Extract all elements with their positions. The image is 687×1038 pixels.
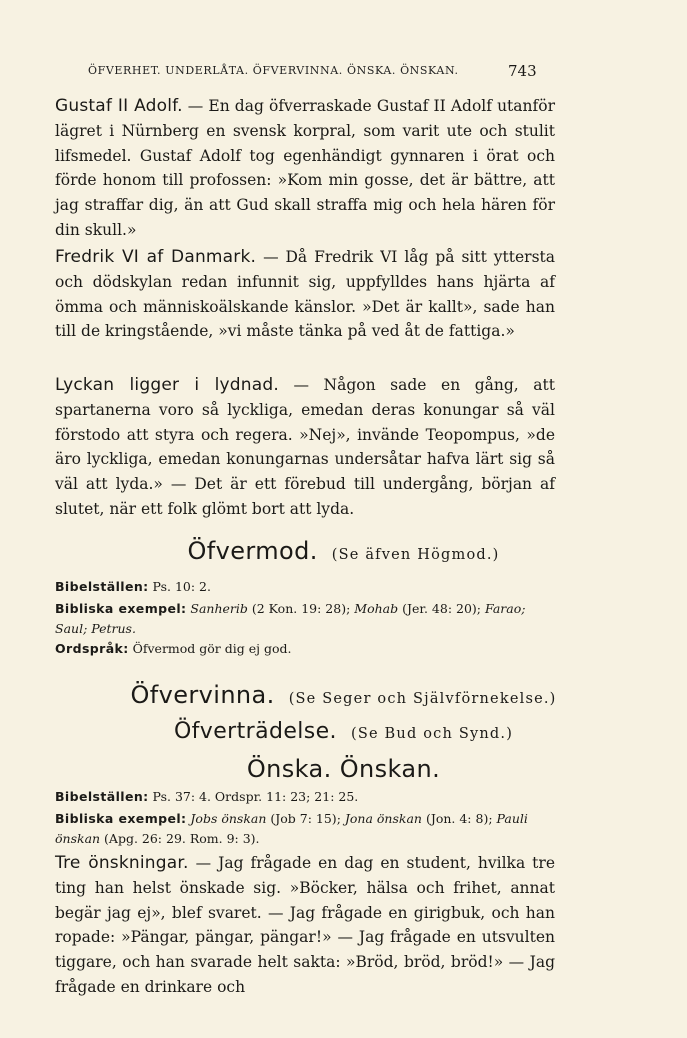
ref-text: Öfvermod gör dig ej god. [128,641,292,656]
section-title-onska [0,755,687,783]
ref-label: Ordspråk: [55,641,129,656]
section-heading: Öfvermod. [187,537,318,565]
entry-heading: Tre önskningar. [55,853,189,873]
entry-text: — Då Fredrik VI låg på sitt yttersta och dödskylan redan infunnit sig, uppfylldes hans hjärta af ömma och människoälskande känslor. »Det är kallt», sade han till de kringstående, »vi måste tänka på ved åt de fattiga.» [55,248,555,341]
ref-example: Pauli önskan [55,811,528,846]
entry-heading: Gustaf II Adolf. [55,96,183,116]
ref-example: Jona önskan [344,811,422,826]
section-title-ofvertradelse [0,719,687,744]
ref-label: Bibliska exempel: [55,601,187,616]
entry-gustaf [55,94,555,243]
ref-example: Mohab [354,601,399,616]
entry-tre-onskningar [55,851,555,1000]
entry-text: — En dag öfverraskade Gustaf II Adolf utanför lägret i Nürnberg en svensk korpral, som varit ute och stulit lifsmedel. Gustaf Adolf tog egenhändigt gynnaren i örat och förde honom till profossen: »Kom min gosse, det är bättre, att jag straffar dig, än att Gud skall straffa mig och hela hären för din skull.» [55,97,555,239]
entry-heading: Lyckan ligger i lydnad. [55,375,279,395]
ref-text: (Jer. 48: 20); [398,601,485,616]
ref-example: Jobs önskan [190,811,267,826]
ref-example: Sanherib [190,601,248,616]
ref-label: Bibelställen: [55,579,149,594]
ref-text: Ps. 10: 2. [148,579,211,594]
section-heading: Öfvervinna. [130,681,275,709]
ref-example: Farao; Saul; Petrus. [55,601,526,636]
ref-text: (Job 7: 15); [266,811,345,826]
section-title-ofvermod [0,537,687,565]
entry-fredrik [55,245,555,344]
section-heading: Önska. Önskan. [246,755,441,783]
entry-text: — Jag frågade en dag en student, hvilka tre ting han helst önskade sig. »Böcker, hälsa och frihet, annat begär jag ej», blef svaret. — Jag frågade en girigbuk, och han ropade: »Pängar, pängar, pängar!» — Jag frågade en utsvulten tiggare, och han svarade helt sakta: »Bröd, bröd, bröd!» — Jag frågade en drinkare och [55,854,555,996]
section-heading: Öfverträdelse. [173,719,337,744]
section-title-ofvervinna [0,681,687,709]
ordsprak-ofvermod [55,639,560,659]
see-also-note: (Se äfven Högmod.) [331,547,500,563]
ref-text: (Apg. 26: 29. Rom. 9: 3). [100,831,260,846]
ref-text: (Jon. 4: 8); [421,811,497,826]
see-also-note: (Se Seger och Självförnekelse.) [288,691,557,707]
bibliska-exempel-onska [55,809,560,849]
ref-label: Bibliska exempel: [55,811,187,826]
ref-label: Bibelställen: [55,789,149,804]
ref-text: Ps. 37: 4. Ordspr. 11: 23; 21: 25. [148,789,359,804]
page-number: 743 [508,62,537,80]
entry-lyckan [55,373,555,522]
see-also-note: (Se Bud och Synd.) [350,726,514,742]
ref-text: (2 Kon. 19: 28); [247,601,355,616]
running-header: ÖFVERHET. UNDERLÅTA. ÖFVERVINNA. ÖNSKA. ÖNSKAN. [88,64,459,77]
bibelstallen-ofvermod [55,577,560,597]
entry-text: — Någon sade en gång, att spartanerna voro så lyckliga, emedan deras konungar så väl förstodo att styra och regera. »Nej», invände Teopompus, »de äro lyckliga, emedan konungarnas undersåtar hafva lärt sig så väl att lyda.» — Det är ett förebud till undergång, början af slutet, när ett folk glömt bort att lyda. [55,376,555,518]
bibelstallen-onska [55,787,560,807]
bibliska-exempel-ofvermod [55,599,560,639]
entry-heading: Fredrik VI af Danmark. [55,247,257,267]
